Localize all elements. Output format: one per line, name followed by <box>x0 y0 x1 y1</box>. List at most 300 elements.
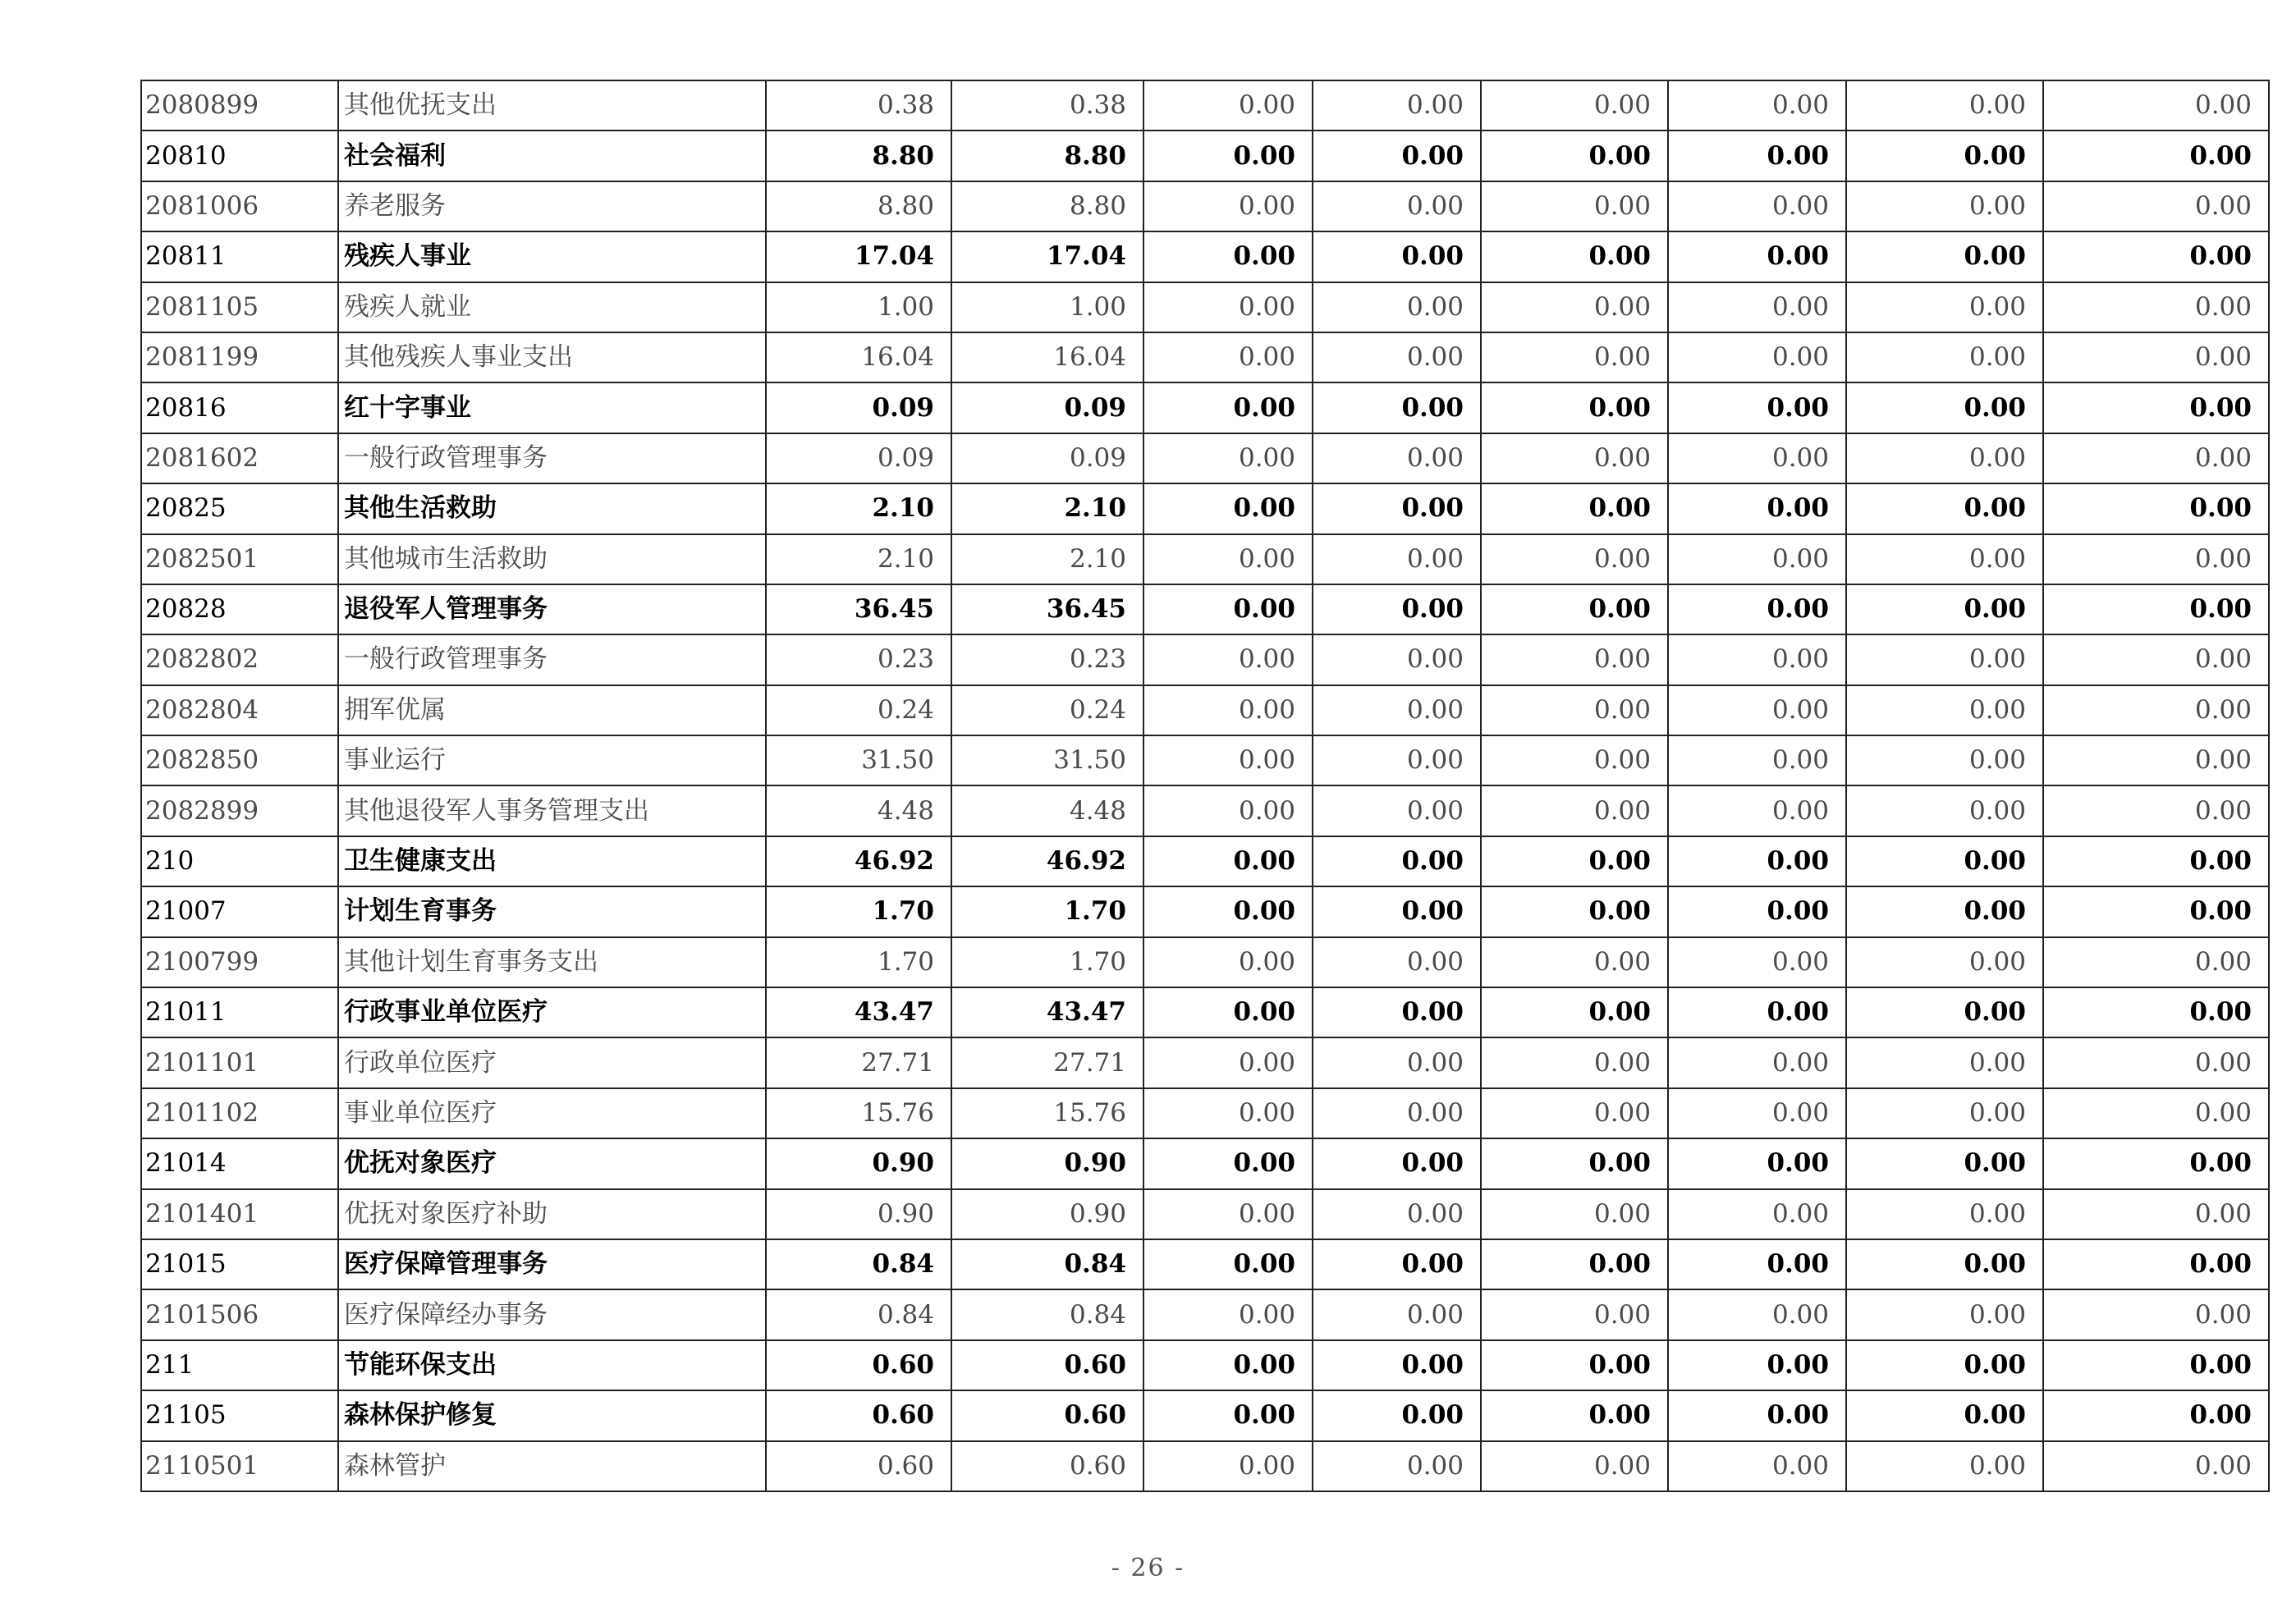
amount-cell: 4.48 <box>951 785 1143 836</box>
amount-cell: 0.00 <box>1143 1289 1313 1339</box>
amount-cell: 0.00 <box>1143 1088 1313 1138</box>
amount-cell: 0.00 <box>1481 231 1668 282</box>
amount-cell: 0.00 <box>1313 181 1481 231</box>
amount-cell: 0.00 <box>1846 231 2043 282</box>
amount-cell: 0.00 <box>1481 433 1668 483</box>
amount-cell: 0.00 <box>1846 433 2043 483</box>
amount-cell: 0.00 <box>1846 80 2043 131</box>
amount-cell: 0.00 <box>2043 1441 2269 1491</box>
amount-cell: 0.38 <box>766 80 951 131</box>
amount-cell: 0.00 <box>1481 685 1668 735</box>
amount-cell: 0.00 <box>2043 735 2269 785</box>
amount-cell: 0.00 <box>1481 1289 1668 1339</box>
amount-cell: 0.00 <box>1668 1138 1846 1188</box>
amount-cell: 0.00 <box>1143 1189 1313 1239</box>
amount-cell: 0.00 <box>1481 382 1668 433</box>
amount-cell: 0.00 <box>1143 382 1313 433</box>
amount-cell: 0.00 <box>1668 1289 1846 1339</box>
amount-cell: 0.00 <box>1846 534 2043 584</box>
subtotal-row <box>141 584 2269 634</box>
amount-cell: 0.00 <box>1481 1138 1668 1188</box>
amount-cell: 15.76 <box>766 1088 951 1138</box>
subject-name-cell: 计划生育事务 <box>338 886 766 936</box>
amount-cell: 0.00 <box>1668 382 1846 433</box>
amount-cell: 0.00 <box>1143 785 1313 836</box>
amount-cell: 36.45 <box>766 584 951 634</box>
amount-cell: 17.04 <box>951 231 1143 282</box>
amount-cell: 0.00 <box>1481 80 1668 131</box>
amount-cell: 0.00 <box>1668 1239 1846 1289</box>
subject-code-cell: 21007 <box>141 886 338 936</box>
table-row <box>141 332 2269 382</box>
amount-cell: 0.00 <box>1313 433 1481 483</box>
amount-cell: 0.00 <box>1846 584 2043 634</box>
subject-code-cell: 20816 <box>141 382 338 433</box>
amount-cell: 0.00 <box>1313 634 1481 685</box>
amount-cell: 0.00 <box>1313 483 1481 533</box>
amount-cell: 0.00 <box>1846 181 2043 231</box>
subtotal-row <box>141 1138 2269 1188</box>
amount-cell: 0.00 <box>1481 131 1668 181</box>
subject-name-cell: 其他退役军人事务管理支出 <box>338 785 766 836</box>
subject-code-cell: 2082850 <box>141 735 338 785</box>
amount-cell: 0.24 <box>766 685 951 735</box>
amount-cell: 0.00 <box>1143 584 1313 634</box>
subtotal-row <box>141 1340 2269 1390</box>
subject-name-cell: 森林保护修复 <box>338 1390 766 1440</box>
amount-cell: 0.00 <box>1143 1441 1313 1491</box>
amount-cell: 0.00 <box>1846 1138 2043 1188</box>
amount-cell: 0.00 <box>1143 80 1313 131</box>
table-row <box>141 1088 2269 1138</box>
subject-code-cell: 2082802 <box>141 634 338 685</box>
amount-cell: 0.00 <box>1143 1239 1313 1289</box>
amount-cell: 0.00 <box>2043 1340 2269 1390</box>
amount-cell: 0.00 <box>2043 1189 2269 1239</box>
subject-code-cell: 2082899 <box>141 785 338 836</box>
subject-name-cell: 退役军人管理事务 <box>338 584 766 634</box>
amount-cell: 46.92 <box>766 836 951 886</box>
subject-name-cell: 卫生健康支出 <box>338 836 766 886</box>
amount-cell: 0.00 <box>2043 634 2269 685</box>
amount-cell: 0.00 <box>1846 282 2043 332</box>
table-row <box>141 534 2269 584</box>
table-row <box>141 735 2269 785</box>
amount-cell: 0.00 <box>2043 282 2269 332</box>
amount-cell: 0.00 <box>1668 634 1846 685</box>
amount-cell: 16.04 <box>951 332 1143 382</box>
amount-cell: 0.00 <box>1481 1340 1668 1390</box>
subtotal-row <box>141 886 2269 936</box>
amount-cell: 0.00 <box>1668 131 1846 181</box>
subject-code-cell: 20828 <box>141 584 338 634</box>
amount-cell: 0.00 <box>1481 1189 1668 1239</box>
subject-code-cell: 21011 <box>141 987 338 1037</box>
subject-name-cell: 优抚对象医疗 <box>338 1138 766 1188</box>
amount-cell: 0.00 <box>1481 735 1668 785</box>
amount-cell: 0.00 <box>2043 685 2269 735</box>
amount-cell: 8.80 <box>951 181 1143 231</box>
amount-cell: 0.00 <box>1846 634 2043 685</box>
amount-cell: 0.00 <box>1313 886 1481 936</box>
subject-name-cell: 节能环保支出 <box>338 1340 766 1390</box>
amount-cell: 0.00 <box>1668 1088 1846 1138</box>
amount-cell: 0.00 <box>1143 685 1313 735</box>
amount-cell: 0.00 <box>2043 1037 2269 1088</box>
amount-cell: 1.70 <box>766 937 951 987</box>
amount-cell: 0.00 <box>1481 836 1668 886</box>
subject-code-cell: 2101401 <box>141 1189 338 1239</box>
amount-cell: 0.00 <box>1313 785 1481 836</box>
amount-cell: 0.00 <box>2043 584 2269 634</box>
amount-cell: 0.00 <box>1313 836 1481 886</box>
amount-cell: 2.10 <box>951 534 1143 584</box>
subject-name-cell: 拥军优属 <box>338 685 766 735</box>
amount-cell: 4.48 <box>766 785 951 836</box>
table-row <box>141 433 2269 483</box>
amount-cell: 0.60 <box>766 1441 951 1491</box>
amount-cell: 0.00 <box>1313 80 1481 131</box>
table-row <box>141 785 2269 836</box>
amount-cell: 0.00 <box>1668 483 1846 533</box>
subtotal-row <box>141 483 2269 533</box>
table-body <box>141 80 2269 1491</box>
amount-cell: 0.00 <box>1143 483 1313 533</box>
subject-code-cell: 2101102 <box>141 1088 338 1138</box>
amount-cell: 0.00 <box>1668 1441 1846 1491</box>
table-row <box>141 181 2269 231</box>
amount-cell: 0.00 <box>1481 1088 1668 1138</box>
subject-name-cell: 社会福利 <box>338 131 766 181</box>
amount-cell: 0.00 <box>2043 1239 2269 1289</box>
subject-code-cell: 20825 <box>141 483 338 533</box>
amount-cell: 0.00 <box>2043 433 2269 483</box>
amount-cell: 0.00 <box>1143 332 1313 382</box>
subject-name-cell: 森林管护 <box>338 1441 766 1491</box>
amount-cell: 0.00 <box>1313 1239 1481 1289</box>
amount-cell: 0.00 <box>1481 987 1668 1037</box>
subject-code-cell: 2080899 <box>141 80 338 131</box>
amount-cell: 0.00 <box>1668 282 1846 332</box>
amount-cell: 0.00 <box>1313 1441 1481 1491</box>
table-row <box>141 937 2269 987</box>
amount-cell: 0.00 <box>1846 1189 2043 1239</box>
amount-cell: 0.24 <box>951 685 1143 735</box>
subject-name-cell: 行政事业单位医疗 <box>338 987 766 1037</box>
amount-cell: 0.00 <box>1313 1138 1481 1188</box>
amount-cell: 0.60 <box>951 1340 1143 1390</box>
amount-cell: 0.23 <box>951 634 1143 685</box>
subject-name-cell: 残疾人就业 <box>338 282 766 332</box>
subject-name-cell: 医疗保障管理事务 <box>338 1239 766 1289</box>
amount-cell: 0.00 <box>1846 836 2043 886</box>
amount-cell: 0.09 <box>951 382 1143 433</box>
subject-name-cell: 其他生活救助 <box>338 483 766 533</box>
amount-cell: 0.00 <box>1668 685 1846 735</box>
subject-code-cell: 2081105 <box>141 282 338 332</box>
subject-name-cell: 一般行政管理事务 <box>338 634 766 685</box>
amount-cell: 0.00 <box>1668 735 1846 785</box>
table-row <box>141 1441 2269 1491</box>
subject-name-cell: 一般行政管理事务 <box>338 433 766 483</box>
amount-cell: 0.00 <box>1143 1138 1313 1188</box>
amount-cell: 0.00 <box>1313 685 1481 735</box>
amount-cell: 0.00 <box>2043 483 2269 533</box>
amount-cell: 0.00 <box>1668 987 1846 1037</box>
subject-name-cell: 事业单位医疗 <box>338 1088 766 1138</box>
amount-cell: 0.00 <box>1313 584 1481 634</box>
amount-cell: 0.09 <box>766 433 951 483</box>
subject-code-cell: 2081006 <box>141 181 338 231</box>
subject-name-cell: 红十字事业 <box>338 382 766 433</box>
amount-cell: 0.00 <box>1143 634 1313 685</box>
amount-cell: 0.00 <box>2043 1390 2269 1440</box>
amount-cell: 0.00 <box>1481 1390 1668 1440</box>
amount-cell: 0.00 <box>1481 1239 1668 1289</box>
amount-cell: 0.00 <box>1313 131 1481 181</box>
subject-code-cell: 211 <box>141 1340 338 1390</box>
amount-cell: 0.09 <box>951 433 1143 483</box>
amount-cell: 0.84 <box>766 1289 951 1339</box>
amount-cell: 0.00 <box>1313 937 1481 987</box>
amount-cell: 0.00 <box>1313 1088 1481 1138</box>
amount-cell: 31.50 <box>951 735 1143 785</box>
amount-cell: 0.90 <box>766 1138 951 1188</box>
amount-cell: 0.00 <box>1143 1037 1313 1088</box>
subject-name-cell: 其他优抚支出 <box>338 80 766 131</box>
amount-cell: 0.84 <box>766 1239 951 1289</box>
amount-cell: 0.00 <box>1668 433 1846 483</box>
amount-cell: 0.00 <box>1668 1189 1846 1239</box>
amount-cell: 1.00 <box>951 282 1143 332</box>
subject-code-cell: 2082804 <box>141 685 338 735</box>
amount-cell: 0.00 <box>1846 785 2043 836</box>
amount-cell: 0.00 <box>1481 937 1668 987</box>
subject-code-cell: 2081602 <box>141 433 338 483</box>
amount-cell: 0.00 <box>1481 483 1668 533</box>
amount-cell: 0.00 <box>1668 785 1846 836</box>
subject-name-cell: 优抚对象医疗补助 <box>338 1189 766 1239</box>
amount-cell: 0.00 <box>2043 382 2269 433</box>
amount-cell: 0.00 <box>1668 886 1846 936</box>
amount-cell: 0.09 <box>766 382 951 433</box>
amount-cell: 0.00 <box>1313 735 1481 785</box>
amount-cell: 0.00 <box>1143 735 1313 785</box>
amount-cell: 0.84 <box>951 1239 1143 1289</box>
subject-code-cell: 21015 <box>141 1239 338 1289</box>
subtotal-row <box>141 382 2269 433</box>
amount-cell: 0.00 <box>1481 1037 1668 1088</box>
amount-cell: 0.00 <box>1846 886 2043 936</box>
amount-cell: 0.00 <box>1143 534 1313 584</box>
amount-cell: 0.00 <box>1846 382 2043 433</box>
amount-cell: 0.90 <box>951 1138 1143 1188</box>
amount-cell: 0.00 <box>1481 584 1668 634</box>
table-row <box>141 282 2269 332</box>
amount-cell: 0.00 <box>1313 282 1481 332</box>
amount-cell: 1.70 <box>766 886 951 936</box>
subject-name-cell: 医疗保障经办事务 <box>338 1289 766 1339</box>
amount-cell: 0.00 <box>1668 836 1846 886</box>
subject-name-cell: 养老服务 <box>338 181 766 231</box>
amount-cell: 0.00 <box>1481 534 1668 584</box>
subject-code-cell: 2110501 <box>141 1441 338 1491</box>
subtotal-row <box>141 131 2269 181</box>
amount-cell: 0.00 <box>1143 886 1313 936</box>
amount-cell: 0.00 <box>1313 382 1481 433</box>
amount-cell: 16.04 <box>766 332 951 382</box>
amount-cell: 0.00 <box>1313 1390 1481 1440</box>
amount-cell: 0.00 <box>1668 181 1846 231</box>
amount-cell: 8.80 <box>766 181 951 231</box>
subject-name-cell: 行政单位医疗 <box>338 1037 766 1088</box>
subject-name-cell: 残疾人事业 <box>338 231 766 282</box>
amount-cell: 0.00 <box>1313 1340 1481 1390</box>
amount-cell: 0.23 <box>766 634 951 685</box>
amount-cell: 2.10 <box>766 483 951 533</box>
amount-cell: 0.00 <box>2043 332 2269 382</box>
amount-cell: 0.00 <box>1668 80 1846 131</box>
amount-cell: 0.00 <box>1846 131 2043 181</box>
subject-code-cell: 2101506 <box>141 1289 338 1339</box>
amount-cell: 43.47 <box>766 987 951 1037</box>
amount-cell: 0.00 <box>1481 181 1668 231</box>
amount-cell: 0.84 <box>951 1289 1143 1339</box>
amount-cell: 0.00 <box>1313 1189 1481 1239</box>
table-row <box>141 1189 2269 1239</box>
subject-name-cell: 其他残疾人事业支出 <box>338 332 766 382</box>
amount-cell: 0.00 <box>1481 886 1668 936</box>
amount-cell: 0.00 <box>1846 1088 2043 1138</box>
amount-cell: 0.00 <box>1846 987 2043 1037</box>
amount-cell: 0.00 <box>1668 534 1846 584</box>
amount-cell: 0.00 <box>1846 1340 2043 1390</box>
amount-cell: 0.00 <box>2043 1088 2269 1138</box>
amount-cell: 0.00 <box>1846 332 2043 382</box>
amount-cell: 0.60 <box>766 1340 951 1390</box>
table-row <box>141 685 2269 735</box>
amount-cell: 0.00 <box>1846 1441 2043 1491</box>
subject-code-cell: 21014 <box>141 1138 338 1188</box>
amount-cell: 0.00 <box>1143 836 1313 886</box>
amount-cell: 0.00 <box>2043 534 2269 584</box>
amount-cell: 0.00 <box>1668 231 1846 282</box>
amount-cell: 31.50 <box>766 735 951 785</box>
subject-code-cell: 20811 <box>141 231 338 282</box>
amount-cell: 27.71 <box>951 1037 1143 1088</box>
amount-cell: 0.00 <box>2043 131 2269 181</box>
amount-cell: 8.80 <box>951 131 1143 181</box>
table-row <box>141 1289 2269 1339</box>
amount-cell: 0.00 <box>1313 1289 1481 1339</box>
amount-cell: 0.00 <box>1143 433 1313 483</box>
amount-cell: 0.00 <box>1481 282 1668 332</box>
amount-cell: 0.00 <box>2043 80 2269 131</box>
amount-cell: 0.60 <box>766 1390 951 1440</box>
table-row <box>141 634 2269 685</box>
amount-cell: 0.90 <box>766 1189 951 1239</box>
amount-cell: 2.10 <box>766 534 951 584</box>
page-number: - 26 - <box>1111 1554 1185 1582</box>
amount-cell: 0.00 <box>2043 836 2269 886</box>
amount-cell: 43.47 <box>951 987 1143 1037</box>
amount-cell: 1.70 <box>951 886 1143 936</box>
amount-cell: 8.80 <box>766 131 951 181</box>
amount-cell: 0.00 <box>1481 332 1668 382</box>
subject-code-cell: 2101101 <box>141 1037 338 1088</box>
amount-cell: 0.00 <box>1143 937 1313 987</box>
amount-cell: 0.00 <box>2043 231 2269 282</box>
amount-cell: 0.00 <box>1143 231 1313 282</box>
amount-cell: 0.00 <box>1846 1289 2043 1339</box>
amount-cell: 0.00 <box>1481 785 1668 836</box>
amount-cell: 0.00 <box>1143 987 1313 1037</box>
budget-table <box>140 80 2270 1492</box>
subtotal-row <box>141 1239 2269 1289</box>
amount-cell: 0.00 <box>1846 483 2043 533</box>
amount-cell: 0.00 <box>1668 332 1846 382</box>
amount-cell: 0.00 <box>1668 1390 1846 1440</box>
amount-cell: 0.00 <box>1846 685 2043 735</box>
subject-code-cell: 2082501 <box>141 534 338 584</box>
amount-cell: 46.92 <box>951 836 1143 886</box>
amount-cell: 0.00 <box>1846 735 2043 785</box>
amount-cell: 0.38 <box>951 80 1143 131</box>
amount-cell: 0.00 <box>1668 937 1846 987</box>
amount-cell: 0.00 <box>1846 1037 2043 1088</box>
amount-cell: 0.00 <box>1481 634 1668 685</box>
amount-cell: 0.90 <box>951 1189 1143 1239</box>
subject-name-cell: 其他城市生活救助 <box>338 534 766 584</box>
amount-cell: 0.00 <box>1313 534 1481 584</box>
amount-cell: 0.00 <box>1313 987 1481 1037</box>
amount-cell: 27.71 <box>766 1037 951 1088</box>
amount-cell: 0.00 <box>1846 1390 2043 1440</box>
subject-name-cell: 其他计划生育事务支出 <box>338 937 766 987</box>
subject-code-cell: 20810 <box>141 131 338 181</box>
amount-cell: 0.00 <box>1313 1037 1481 1088</box>
amount-cell: 36.45 <box>951 584 1143 634</box>
amount-cell: 0.60 <box>951 1441 1143 1491</box>
amount-cell: 0.00 <box>1668 1340 1846 1390</box>
amount-cell: 2.10 <box>951 483 1143 533</box>
subtotal-row <box>141 836 2269 886</box>
amount-cell: 15.76 <box>951 1088 1143 1138</box>
subtotal-row <box>141 987 2269 1037</box>
amount-cell: 0.00 <box>2043 1138 2269 1188</box>
amount-cell: 0.60 <box>951 1390 1143 1440</box>
amount-cell: 0.00 <box>2043 937 2269 987</box>
amount-cell: 0.00 <box>1143 282 1313 332</box>
amount-cell: 0.00 <box>1143 131 1313 181</box>
table-row <box>141 1037 2269 1088</box>
amount-cell: 0.00 <box>1846 937 2043 987</box>
amount-cell: 0.00 <box>1143 181 1313 231</box>
amount-cell: 1.00 <box>766 282 951 332</box>
amount-cell: 17.04 <box>766 231 951 282</box>
amount-cell: 0.00 <box>2043 785 2269 836</box>
subject-name-cell: 事业运行 <box>338 735 766 785</box>
amount-cell: 1.70 <box>951 937 1143 987</box>
amount-cell: 0.00 <box>2043 886 2269 936</box>
amount-cell: 0.00 <box>1313 332 1481 382</box>
amount-cell: 0.00 <box>2043 1289 2269 1339</box>
subject-code-cell: 2100799 <box>141 937 338 987</box>
amount-cell: 0.00 <box>1481 1441 1668 1491</box>
amount-cell: 0.00 <box>2043 181 2269 231</box>
subject-code-cell: 210 <box>141 836 338 886</box>
subject-code-cell: 2081199 <box>141 332 338 382</box>
